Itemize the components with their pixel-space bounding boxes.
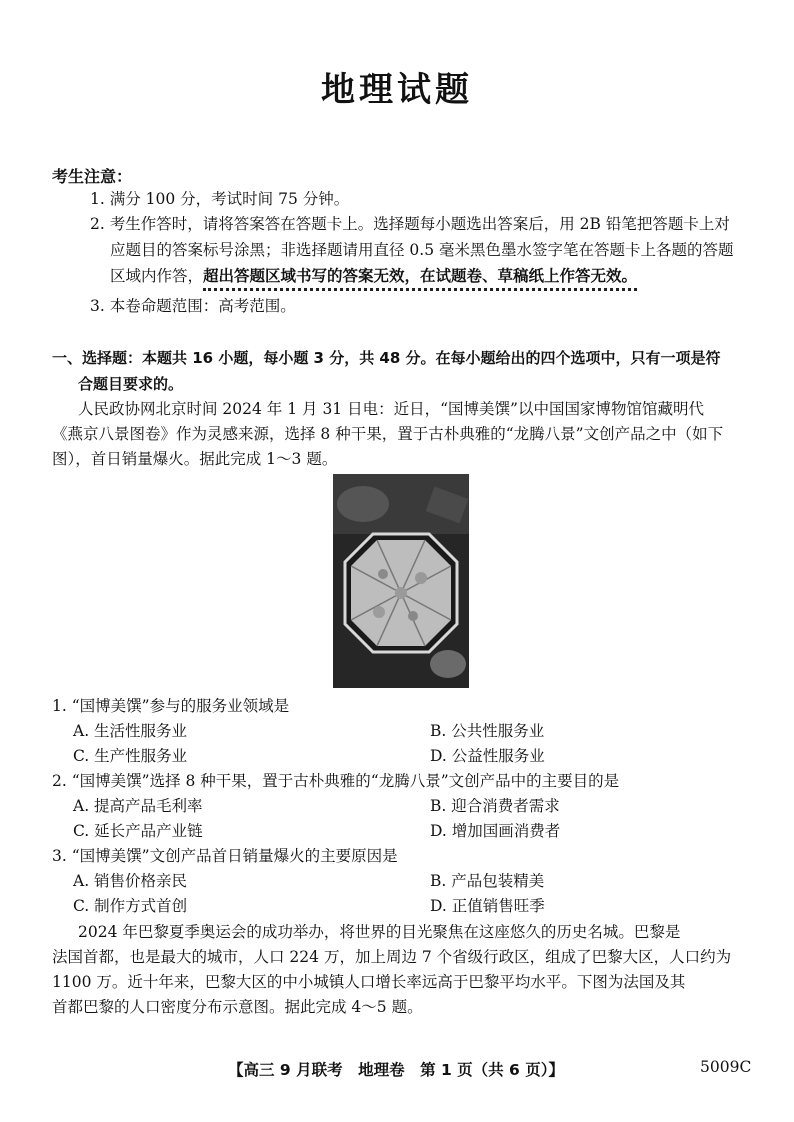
section-heading-line-2: 合题目要求的。 (78, 375, 184, 393)
notice-emphasis: 超出答题区域书写的答案无效，在试题卷、草稿纸上作答无效。 (203, 267, 637, 291)
question-1-option-b[interactable]: B. 公共性服务业 (430, 722, 545, 740)
question-3-stem: 3. “国博美馔”文创产品首日销量爆火的主要原因是 (52, 847, 398, 865)
notice-item-2-line-2: 应题目的答案标号涂黑；非选择题请用直径 0.5 毫米黑色墨水签字笔在答题卡上各题的答题 (110, 241, 734, 259)
passage-2-line-1: 2024 年巴黎夏季奥运会的成功举办，将世界的目光聚焦在这座悠久的历史名城。巴黎是 (78, 923, 681, 941)
question-2-stem: 2. “国博美馔”选择 8 种干果，置于古朴典雅的“龙腾八景”文创产品中的主要目的是 (52, 772, 620, 790)
notice-item-1: 1. 满分 100 分，考试时间 75 分钟。 (90, 190, 350, 208)
passage-1-line-2: 《燕京八景图卷》作为灵感来源，选择 8 种干果，置于古朴典雅的“龙腾八景”文创产品之中（如下 (52, 425, 724, 443)
question-1-stem: 1. “国博美馔”参与的服务业领域是 (52, 697, 290, 715)
notice-item-2-line-3 (110, 266, 637, 286)
question-3-option-d[interactable]: D. 正值销售旺季 (430, 897, 545, 915)
question-2-option-a[interactable]: A. 提高产品毛利率 (73, 797, 203, 815)
question-1-option-a[interactable]: A. 生活性服务业 (73, 722, 188, 740)
passage-2-line-3: 1100 万。近十年来，巴黎大区的中小城镇人口增长率远高于巴黎平均水平。下图为法国及其 (52, 973, 686, 991)
page-title: 地理试题 (321, 70, 473, 110)
section-heading-line-1: 一、选择题：本题共 16 小题，每小题 3 分，共 48 分。在每小题给出的四个选项中，只有一项是符 (52, 349, 721, 367)
question-1-option-d[interactable]: D. 公益性服务业 (430, 747, 545, 765)
passage-1-line-1: 人民政协网北京时间 2024 年 1 月 31 日电：近日，“国博美馔”以中国国家博物馆馆藏明代 (78, 400, 704, 418)
notice-item-2-line-1: 2. 考生作答时，请将答案答在答题卡上。选择题每小题选出答案后，用 2B 铅笔把答题卡上对 (90, 215, 730, 233)
notice-heading: 考生注意： (52, 167, 133, 186)
question-2-option-b[interactable]: B. 迎合消费者需求 (430, 797, 560, 815)
notice-item-3: 3. 本卷命题范围：高考范围。 (90, 297, 296, 315)
footer-page-info: 【高三 9 月联考 地理卷 第 1 页（共 6 页）】 (228, 1061, 564, 1079)
octagonal-box-image (333, 474, 469, 688)
question-3-option-b[interactable]: B. 产品包装精美 (430, 872, 545, 890)
passage-2-line-4: 首都巴黎的人口密度分布示意图。据此完成 4～5 题。 (52, 998, 423, 1016)
question-2-option-d[interactable]: D. 增加国画消费者 (430, 822, 561, 840)
product-photo (333, 474, 469, 688)
question-1-option-c[interactable]: C. 生产性服务业 (73, 747, 188, 765)
passage-2-line-2: 法国首都，也是最大的城市，人口 224 万，加上周边 7 个省级行政区，组成了巴黎大区，人口约为 (52, 948, 732, 966)
passage-1-line-3: 图），首日销量爆火。据此完成 1～3 题。 (52, 450, 338, 468)
footer-code: 5009C (700, 1058, 752, 1076)
question-3-option-a[interactable]: A. 销售价格亲民 (73, 872, 188, 890)
question-3-option-c[interactable]: C. 制作方式首创 (73, 897, 188, 915)
notice-item-2-line-3-plain: 区域内作答， (110, 267, 204, 285)
question-2-option-c[interactable]: C. 延长产品产业链 (73, 822, 203, 840)
